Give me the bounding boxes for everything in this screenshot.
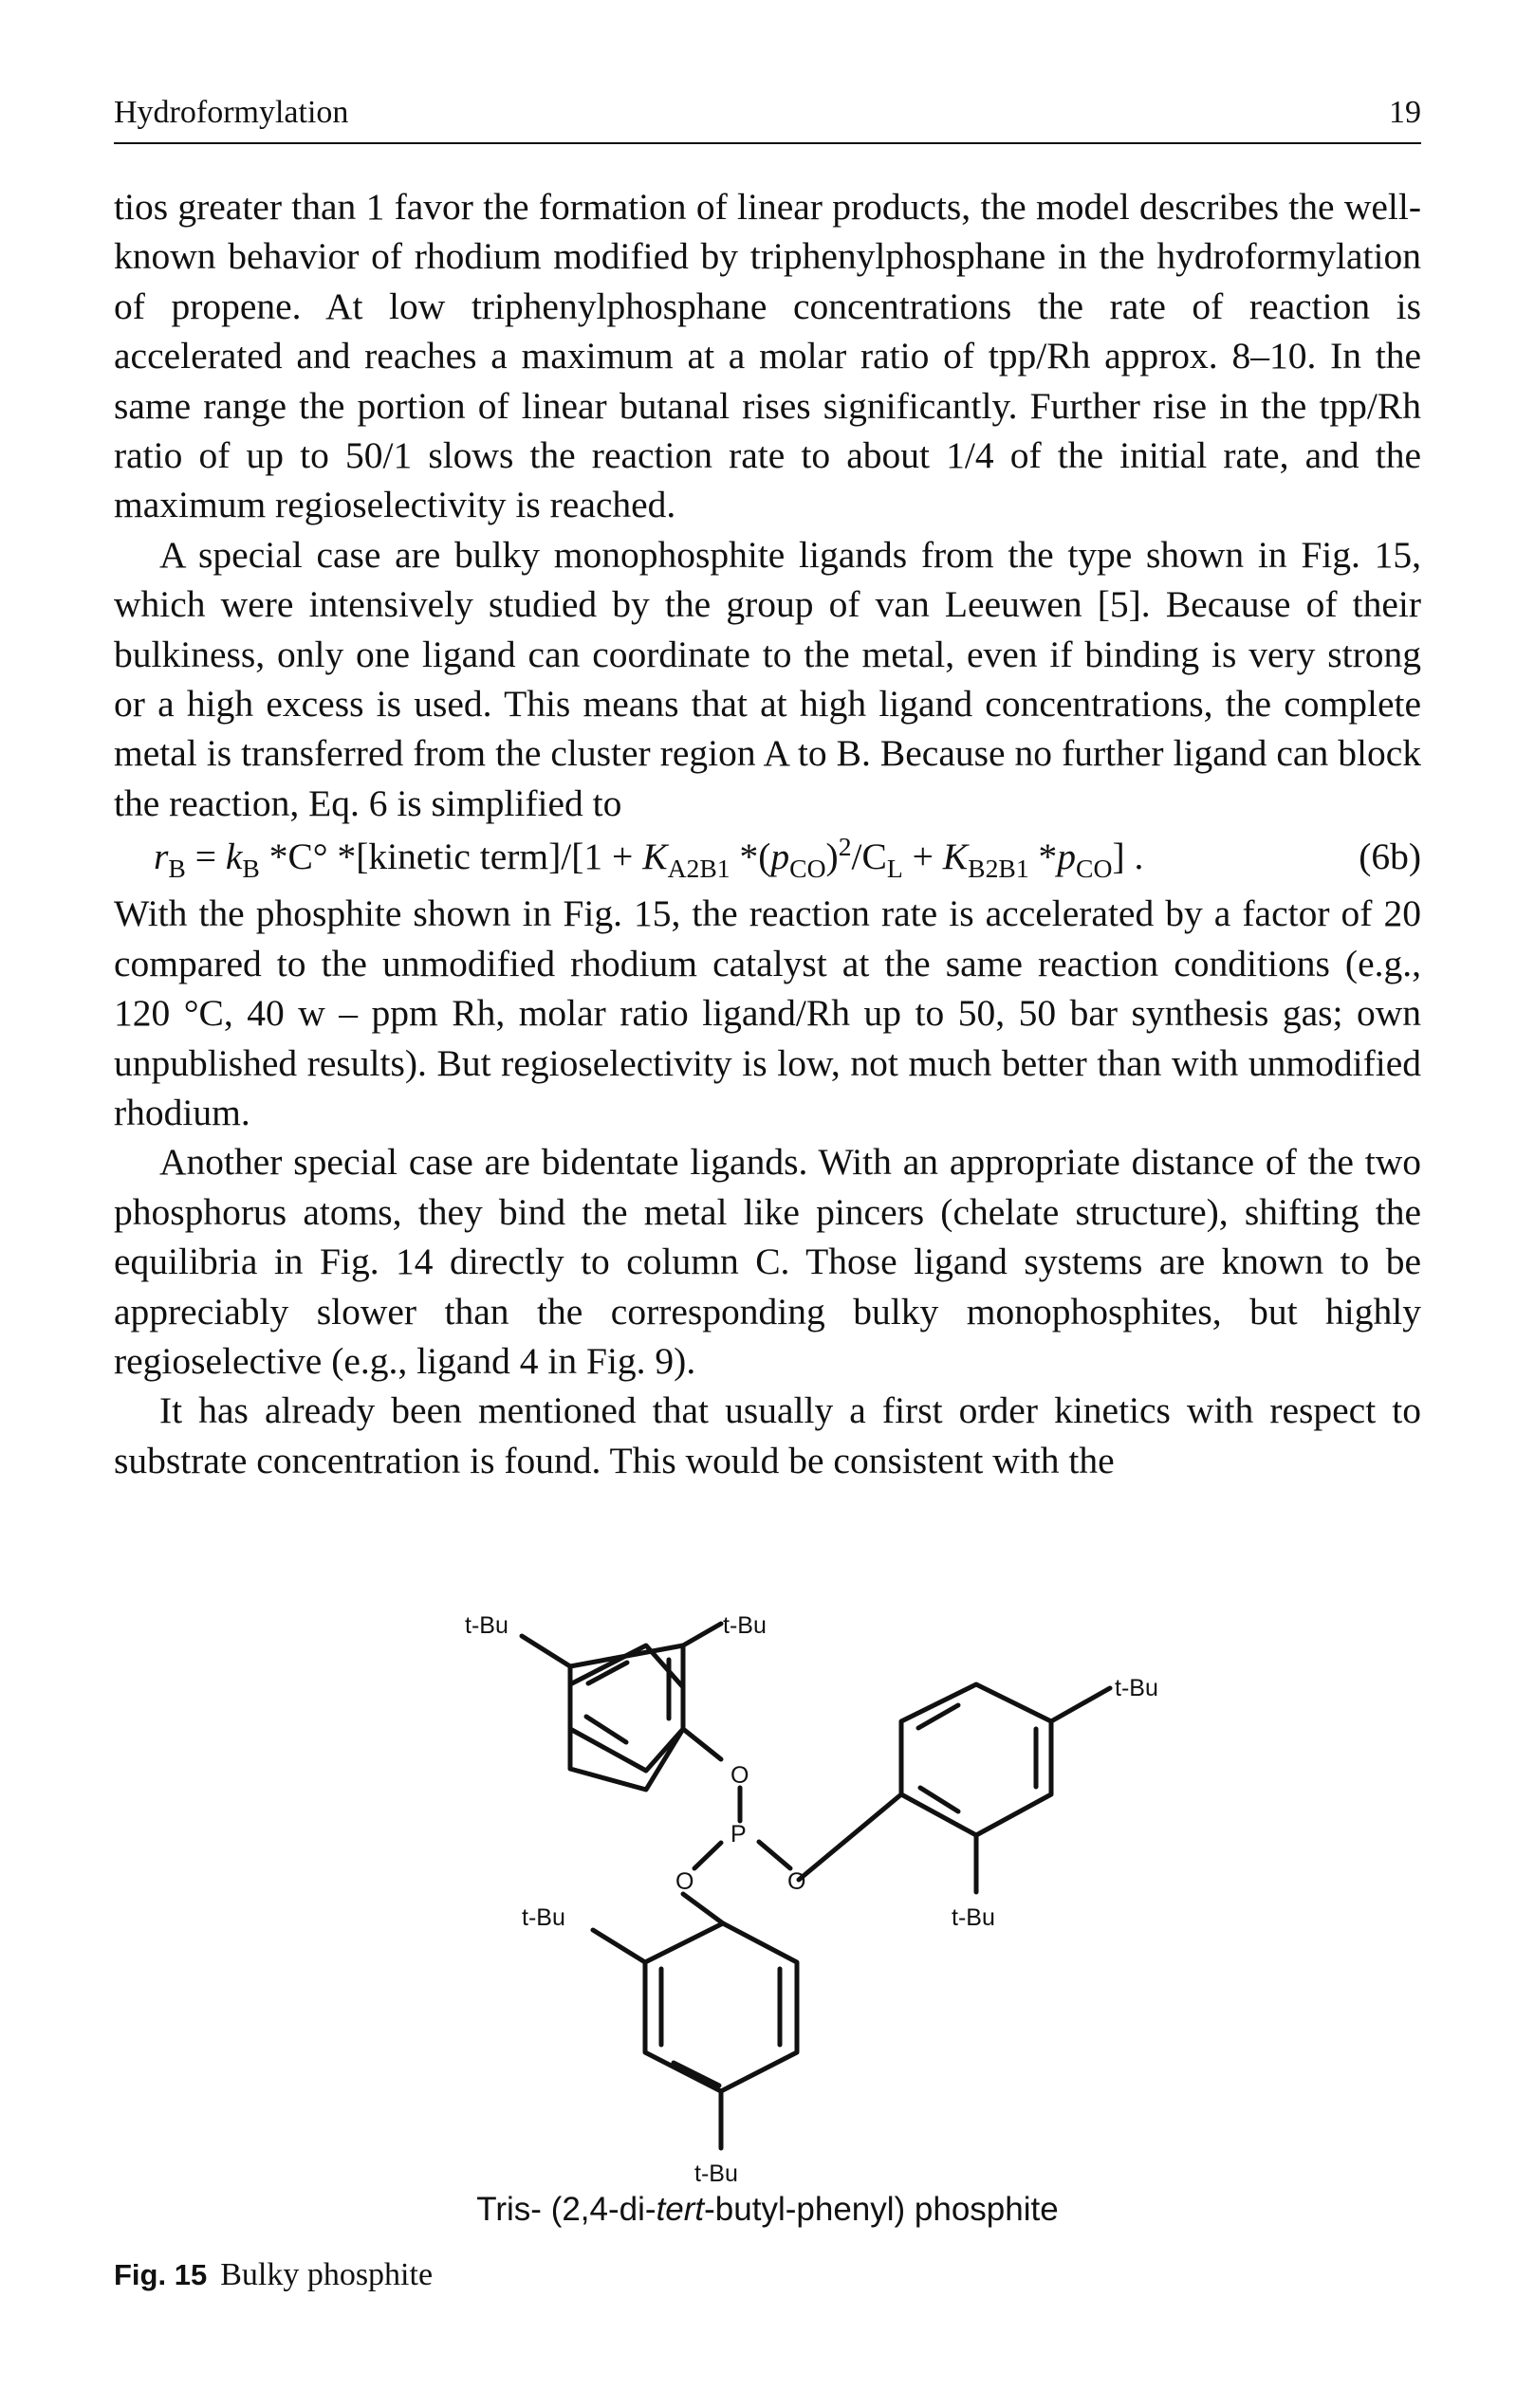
tbu-label: t-Bu bbox=[694, 2160, 738, 2181]
oxygen-label: O bbox=[675, 1868, 694, 1895]
phosphite-structure bbox=[114, 1593, 1421, 2181]
running-title: Hydroformylation bbox=[114, 95, 349, 130]
running-header bbox=[114, 95, 1421, 144]
bond-ring-a-o bbox=[683, 1729, 721, 1759]
tbu-label: t-Bu bbox=[952, 1904, 995, 1931]
benzene-ring-b bbox=[901, 1684, 1051, 1835]
bond-tbu bbox=[1051, 1688, 1110, 1721]
equation-6b bbox=[114, 832, 1421, 889]
equation-number: (6b) bbox=[1359, 836, 1421, 878]
paragraph: tios greater than 1 favor the formation of linear products, the model describes the well-known behavior of rhodium modified by triphenylphosphane in the hydroformylation of propene. At low triphenylphosphane concentrations the rate of reaction is accelerated and reaches a maximum at a molar ratio of tpp/Rh approx. 8–10. In the same range the portion of linear butanal rises significantly. Further rise in the tpp/Rh ratio of up to 50/1 slows the reaction rate to about 1/4 of the initial rate, and the maximum regioselectivity is reached. bbox=[114, 186, 1421, 526]
benzene-ring-c bbox=[645, 1923, 797, 2091]
bond-tbu bbox=[522, 1636, 570, 1666]
body-text bbox=[114, 182, 1421, 1485]
paragraph: Another special case are bidentate ligands. With an appropriate distance of the two phosphorus atoms, they bind the metal like pincers (chelate structure), shifting the equilibria in Fig. 14 directly to column C. Those ligand systems are known to be appreciably slower than the corresponding bulky monophosphites, but highly regioselective (e.g., ligand 4 in Fig. 9). bbox=[114, 1141, 1421, 1382]
compound-name: Tris- (2,4-di-tert-butyl-phenyl) phosphite bbox=[476, 2191, 1059, 2228]
bond-o-ring-c bbox=[683, 1894, 723, 1923]
figure-caption-text: Bulky phosphite bbox=[220, 2257, 434, 2292]
oxygen-label: O bbox=[731, 1762, 749, 1789]
tbu-label: t-Bu bbox=[1115, 1675, 1158, 1701]
oxygen-label: O bbox=[787, 1868, 806, 1895]
bond-p-o bbox=[694, 1843, 721, 1868]
paragraph: A special case are bulky monophosphite ligands from the type shown in Fig. 15, which were intensively studied by the group of van Leeuwen [5]. Because of their bulkiness, only one ligand can coordinate to the metal, even if binding is very strong or a high excess is used. This means that at high ligand concentrations, the complete metal is transferred from the cluster region A to B. Because no further ligand can block the reaction, Eq. 6 is simplified to bbox=[114, 533, 1421, 824]
figure-caption bbox=[114, 2257, 433, 2293]
phosphorus-label: P bbox=[731, 1821, 747, 1847]
figure-caption-label: Fig. 15 bbox=[114, 2258, 208, 2291]
ring-a-double-bond bbox=[586, 1717, 626, 1742]
page-number: 19 bbox=[1389, 95, 1421, 130]
tbu-label: t-Bu bbox=[723, 1612, 767, 1639]
figure-15 bbox=[114, 1593, 1421, 2314]
tbu-label: t-Bu bbox=[465, 1612, 509, 1639]
ring-c-double-bond bbox=[674, 2063, 719, 2086]
tbu-label: t-Bu bbox=[522, 1904, 565, 1931]
paragraph: With the phosphite shown in Fig. 15, the reaction rate is accelerated by a factor of 20 compared to the unmodified rhodium catalyst at the same reaction conditions (e.g., 120 °C, 40 w – ppm Rh, molar ratio ligand/Rh up to 50, 50 bar synthesis gas; own unpublished results). But regioselectivity is low, not much better than with unmodified rhodium. bbox=[114, 892, 1421, 1133]
equation-expression: $r_B = k_B$ *C° *[kinetic term]/[1 + $K_{A2B1}$ $*(p_{CO})^2/C_L + K_{B2B1}$ $*p_{CO}$] . bbox=[154, 832, 1144, 884]
bond-o-ring-b bbox=[799, 1794, 901, 1880]
bond-tbu bbox=[593, 1930, 645, 1962]
bond-p-o bbox=[759, 1842, 790, 1868]
bond-tbu bbox=[683, 1624, 721, 1645]
paragraph: It has already been mentioned that usually a first order kinetics with respect to substrate concentration is found. This would be consistent with the bbox=[114, 1389, 1421, 1481]
